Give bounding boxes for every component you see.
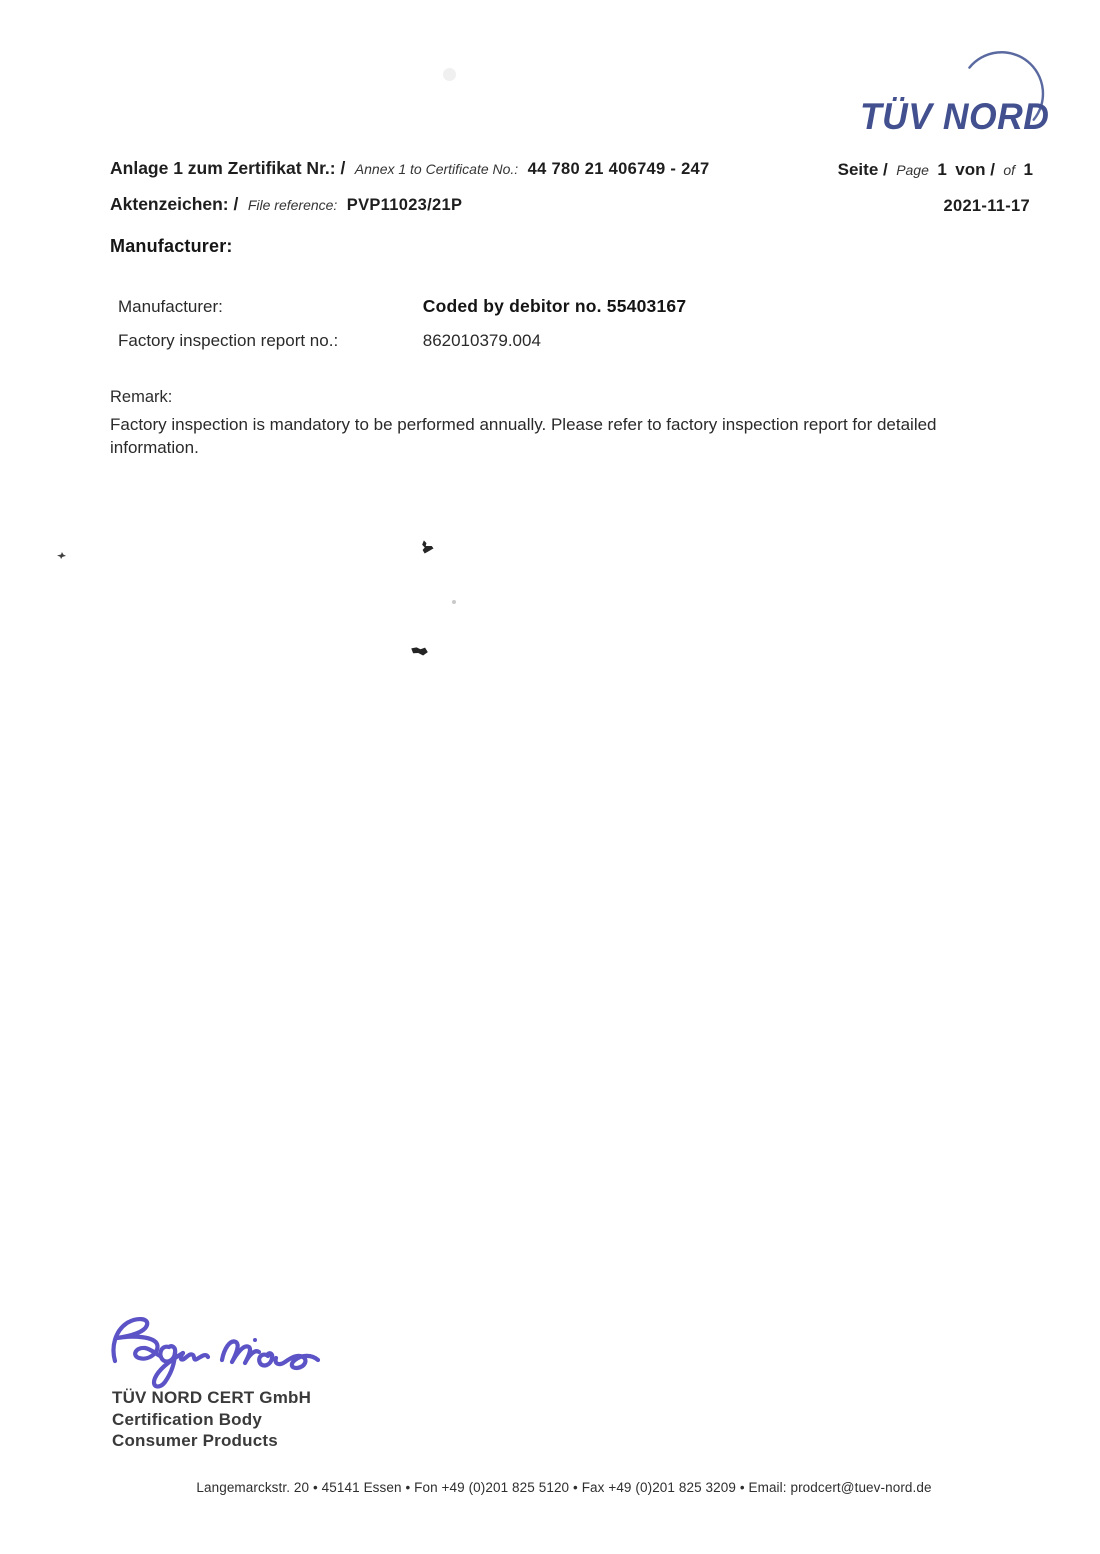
signatory-body: Certification Body — [112, 1409, 263, 1429]
page-of-de: von / — [955, 160, 995, 179]
page-label-en: Page — [896, 162, 929, 178]
table-row — [118, 296, 686, 331]
remark-text: Factory inspection is mandatory to be performed annually. Please refer to factory inspection report for detailed information. — [110, 415, 937, 457]
annex-reference-line — [110, 158, 710, 179]
signatory-block — [112, 1387, 311, 1452]
page-current: 1 — [937, 160, 947, 179]
inspection-report-row-value: 862010379.004 — [422, 331, 541, 350]
manufacturer-row-value: Coded by debitor no. 55403167 — [422, 296, 687, 316]
signatory-department: Consumer Products — [112, 1431, 278, 1450]
ink-speck — [419, 539, 434, 554]
ink-speck — [443, 68, 456, 81]
certificate-number: 44 780 21 406749 - 247 — [527, 160, 710, 178]
page-of-en: of — [1003, 162, 1016, 178]
manufacturer-info-table — [118, 296, 686, 366]
fileref-label-de: Aktenzeichen: / — [110, 194, 239, 214]
ink-speck — [452, 600, 456, 604]
manufacturer-row-label: Manufacturer: — [118, 297, 223, 316]
file-reference-line — [110, 194, 462, 215]
manufacturer-section-heading: Manufacturer: — [110, 236, 233, 256]
signature-autograph — [106, 1315, 328, 1395]
inspection-report-row-label: Factory inspection report no.: — [118, 331, 339, 350]
remark-heading: Remark: — [110, 388, 173, 406]
footer-contact-line: Langemarckstr. 20 • 45141 Essen • Fon +49 (0)201 825 5120 • Fax +49 (0)201 825 3209 • Email: prodcert@tuev-nord.de — [196, 1480, 932, 1495]
ink-speck — [57, 552, 66, 559]
file-reference-value: PVP11023/21P — [346, 196, 463, 214]
page-indicator — [838, 160, 1037, 180]
document-date: 2021-11-17 — [943, 197, 1030, 215]
page-total: 1 — [1023, 160, 1033, 179]
annex-label-de: Anlage 1 zum Zertifikat Nr.: / — [110, 158, 346, 178]
table-row — [118, 331, 686, 366]
ink-speck — [410, 645, 428, 656]
logo-wordmark: TÜV NORD — [860, 96, 1050, 137]
page-label-de: Seite / — [837, 160, 888, 179]
annex-label-en: Annex 1 to Certificate No.: — [354, 161, 519, 177]
signatory-company: TÜV NORD CERT GmbH — [112, 1388, 312, 1407]
fileref-label-en: File reference: — [247, 197, 338, 213]
